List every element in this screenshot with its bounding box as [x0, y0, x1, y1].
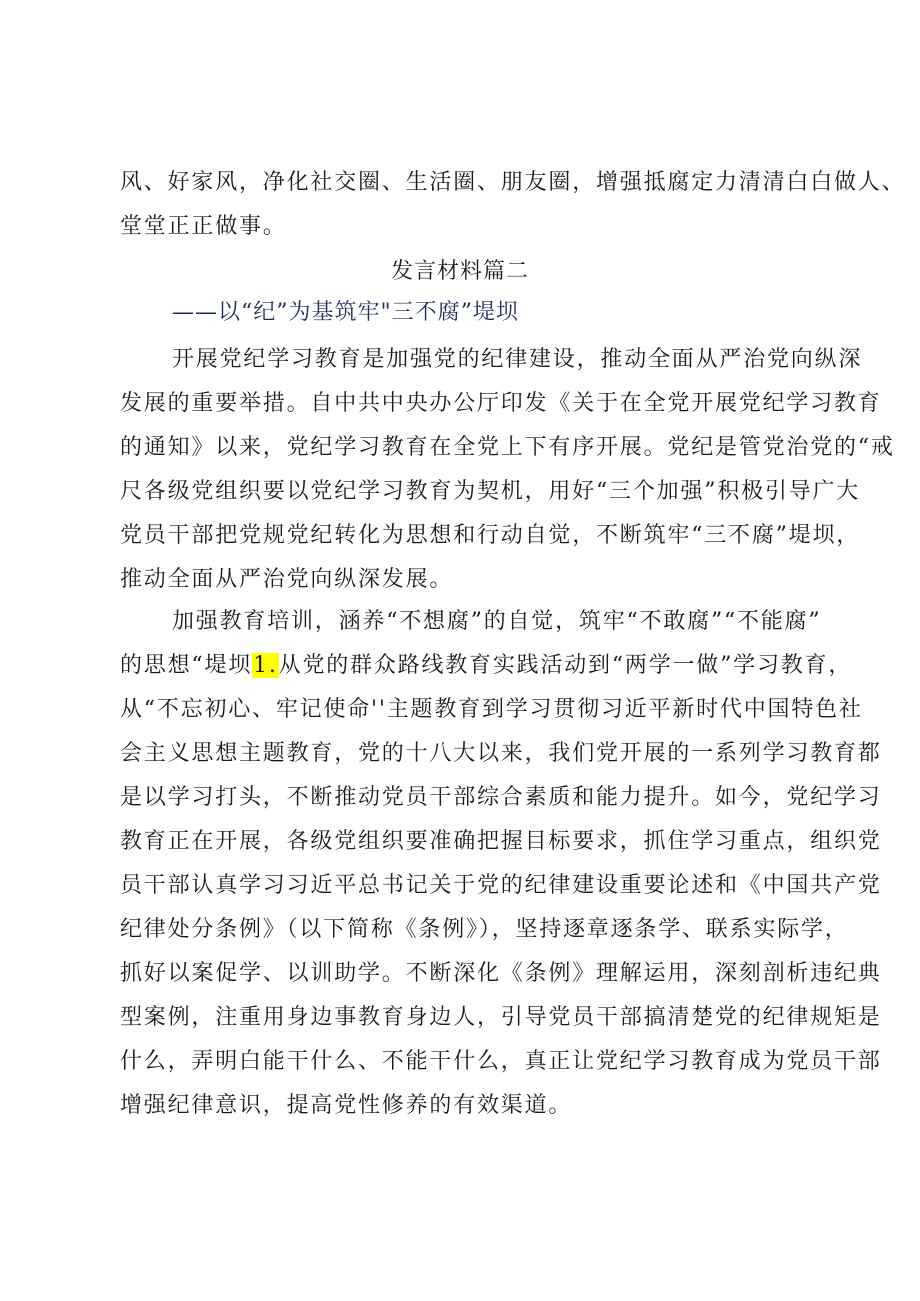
paragraph2-line-7: 员干部认真学习习近平总书记关于党的纪律建设重要论述和《中国共产党: [120, 873, 882, 898]
paragraph2-line-11: 什么，弄明白能干什么、不能干什么，真正让党纪学习教育成为党员干部: [120, 1049, 882, 1074]
paragraph2-line-10: 型案例，注重用身边事教育身边人，引导党员干部搞清楚党的纪律规矩是: [120, 1005, 882, 1030]
highlighted-number: 1.: [253, 653, 278, 678]
paragraph2-line-9: 抓好以案促学、以训助学。不断深化《条例》理解运用，深刻剖析违纪典: [120, 961, 882, 986]
paragraph2-line-5: 是以学习打头，不断推动党员干部综合素质和能力提升。如今，党纪学习: [120, 785, 882, 810]
section-title: 发言材料篇二: [390, 259, 529, 284]
paragraph2-line-3: 从“不忘初心、牢记使命''主题教育到学习贯彻习近平新时代中国特色社: [120, 697, 863, 722]
paragraph1-line-6: 推动全面从严治党向纵深发展。: [120, 567, 454, 592]
paragraph2-line-2: [120, 651, 853, 681]
intro-line-2: 堂堂正正做事。: [120, 214, 287, 239]
paragraph1-line-3: 的通知》以来，党纪学习教育在全党上下有序开展。党纪是管党治党的“戒: [120, 435, 895, 460]
paragraph2-line-6: 教育正在开展，各级党组织要准确把握目标要求，抓住学习重点，组织党: [120, 829, 882, 854]
intro-line-1: 风、好家风，净化社交圈、生活圈、朋友圈，增强抵腐定力清清白白做人、: [120, 170, 906, 195]
paragraph2-line-4: 会主义思想主题教育，党的十八大以来，我们党开展的一系列学习教育都: [120, 741, 882, 766]
paragraph1-line-2: 发展的重要举措。自中共中央办公厅印发《关于在全党开展党纪学习教育: [120, 391, 882, 416]
paragraph1-line-5: 党员干部把党规党纪转化为思想和行动自觉，不断筑牢“三不腐”堤坝，: [120, 523, 861, 548]
paragraph2-line-8: 纪律处分条例》（以下简称《条例》），坚持逐章逐条学、联系实际学，: [120, 917, 849, 942]
paragraph2-line-1: 加强教育培训，涵养“不想腐”的自觉，筑牢“不敢腐”“不能腐”: [172, 609, 822, 634]
paragraph1-line-4: 尺各级党组织要以党纪学习教育为契机，用好“三个加强”积极引导广大: [120, 479, 861, 504]
section-subtitle: ——以“纪”为基筑牢"三不腐”堤坝: [172, 300, 519, 325]
paragraph2-line-12: 增强纪律意识，提高党性修养的有效渠道。: [120, 1093, 573, 1118]
paragraph1-line-1: 开展党纪学习教育是加强党的纪律建设，推动全面从严治党向纵深: [172, 347, 863, 372]
paragraph2-line-2-end: 从党的群众路线教育实践活动到“两学一做”学习教育，: [278, 653, 853, 678]
paragraph2-line-2-start: 的思想“堤坝: [120, 653, 253, 678]
